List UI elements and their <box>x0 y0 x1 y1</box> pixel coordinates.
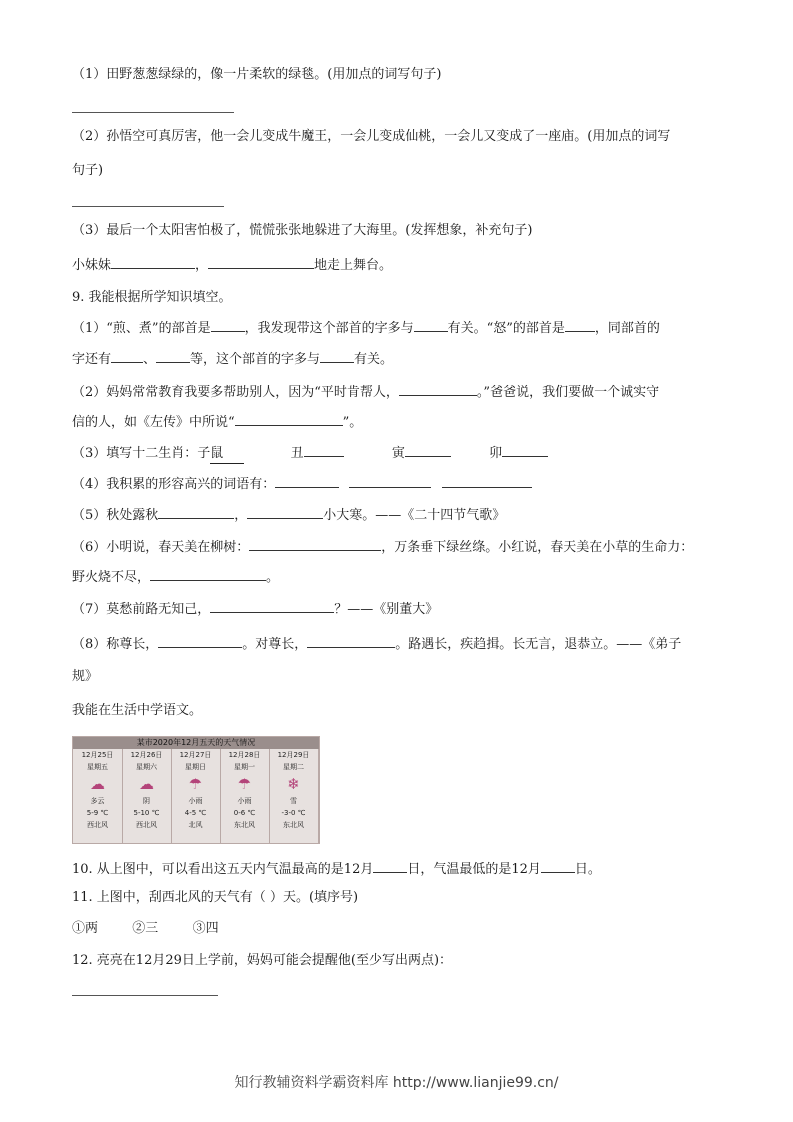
blank[interactable] <box>399 382 477 396</box>
q9-part-6 <box>72 537 693 557</box>
weather-weekday: 星期日 <box>185 763 206 771</box>
q8-item-3-fill <box>72 255 392 275</box>
weather-wind: 西北风 <box>136 821 157 829</box>
rain-icon: ☂ <box>237 775 252 793</box>
answer-line-1[interactable] <box>72 112 234 113</box>
blank[interactable] <box>502 443 548 457</box>
blank[interactable] <box>541 859 575 873</box>
q9-p5-text: （5）秋处露秋 <box>72 508 159 523</box>
q10-text: 日。 <box>574 862 601 877</box>
weather-wind: 东北风 <box>283 821 304 829</box>
q9-p8-text: 。路遇长，疾趋揖。长无言，退恭立。——《弟子 <box>395 637 682 652</box>
q9-p1-text: ，我发现带这个部首的字多与 <box>244 321 414 336</box>
option-2[interactable]: ②三 <box>132 921 159 936</box>
blank[interactable] <box>349 474 431 488</box>
q8-item-1 <box>72 66 441 84</box>
weather-temperature: 4-5 ℃ <box>184 809 207 817</box>
q9-p4-text: （4）我积累的形容高兴的词语有： <box>72 477 276 492</box>
weather-condition: 阴 <box>143 797 150 805</box>
q9-p2-text: 信的人，如《左传》中所说“ <box>72 415 235 430</box>
q9-p1-text: （1）“煎、煮”的部首是 <box>72 321 211 336</box>
weather-temperature: -3-0 ℃ <box>281 809 306 817</box>
weather-table-image <box>72 736 320 844</box>
blank[interactable] <box>158 505 234 519</box>
weather-wind: 东北风 <box>234 821 255 829</box>
zodiac-rat: 鼠 <box>210 445 244 464</box>
option-3[interactable]: ③四 <box>192 921 219 936</box>
blank[interactable] <box>235 412 343 426</box>
q9-p6-text: ，万条垂下绿丝绦。小红说，春天美在小草的生命力： <box>381 540 694 555</box>
q9-p7-text: （7）莫愁前路无知己， <box>72 602 211 617</box>
q9-p7-text: ？——《别董大》 <box>334 602 439 617</box>
zodiac-tiger: 寅 <box>391 446 405 461</box>
q9-p8-text: （8）称尊长， <box>72 637 159 652</box>
blank[interactable] <box>210 599 334 613</box>
weather-date: 12月27日 <box>179 751 212 759</box>
answer-line-2[interactable] <box>72 206 224 207</box>
blank[interactable] <box>211 318 245 332</box>
weather-day-column <box>171 749 221 843</box>
weather-date: 12月26日 <box>130 751 163 759</box>
q9-p5-text: 小大寒。——《二十四节气歌》 <box>323 508 506 523</box>
q8-item-1-text: （1）田野葱葱绿绿的，像一片柔软的绿毯。(用加点的词写句子) <box>72 67 442 82</box>
blank[interactable] <box>304 443 344 457</box>
q8-item-2 <box>72 128 670 146</box>
blank[interactable] <box>158 634 242 648</box>
weather-condition: 小雨 <box>237 797 252 805</box>
q8-item-3-text: （3）最后一个太阳害怕极了，慌慌张张地躲进了大海里。(发挥想象，补充句子) <box>72 223 533 238</box>
q9-part-4 <box>72 474 532 494</box>
q9-p6-text: 。 <box>266 570 280 585</box>
q9-p1-text: 、 <box>143 352 157 367</box>
q8-item-2-text: （2）孙悟空可真厉害，他一会儿变成牛魔王，一会儿变成仙桃，一会儿又变成了一座庙。(用加点的词写 <box>72 129 671 144</box>
weather-weekday: 星期六 <box>136 763 157 771</box>
q10 <box>72 859 601 879</box>
blank[interactable] <box>249 537 381 551</box>
q11-options <box>72 920 219 938</box>
q9-p1-text: 等，这个部首的字多与 <box>190 352 321 367</box>
weather-day-column <box>73 749 123 843</box>
cloud-icon: ☁ <box>90 775 105 793</box>
weather-date: 12月28日 <box>228 751 261 759</box>
q9-part-8-cont <box>72 668 98 686</box>
q9-p1-text: 字还有 <box>72 352 112 367</box>
q8-item-3 <box>72 222 532 240</box>
q9-p2-text: （2）妈妈常常教育我要多帮助别人，因为“平时肯帮人， <box>72 385 399 400</box>
q9-p8-text: 。对尊长， <box>242 637 308 652</box>
weather-wind: 北风 <box>188 821 203 829</box>
fill-sep: ， <box>195 258 209 273</box>
q9-p3-text: （3）填写十二生肖：子 <box>72 446 211 461</box>
section-heading-text: 我能在生活中学语文。 <box>72 703 203 718</box>
q9-part-1 <box>72 318 660 338</box>
answer-line-q12[interactable] <box>72 995 218 996</box>
weather-weekday: 星期五 <box>87 763 108 771</box>
weather-condition: 多云 <box>90 797 105 805</box>
zodiac-ox: 丑 <box>290 446 304 461</box>
weather-day-column <box>269 749 319 843</box>
zodiac-rabbit: 卯 <box>489 446 503 461</box>
blank[interactable] <box>111 349 143 363</box>
weather-day-column <box>122 749 172 843</box>
weather-weekday: 星期一 <box>234 763 255 771</box>
snow-icon: ❄ <box>287 775 300 793</box>
q9-part-8 <box>72 634 681 654</box>
q9-p1-text: 有关。“怒”的部首是 <box>447 321 565 336</box>
blank[interactable] <box>208 255 314 269</box>
q8-item-2-cont <box>72 162 103 180</box>
q9-part-5 <box>72 505 505 525</box>
section-heading <box>72 702 202 720</box>
blank[interactable] <box>565 318 595 332</box>
weather-condition: 小雨 <box>188 797 203 805</box>
blank[interactable] <box>414 318 448 332</box>
q9-p6-text: （6）小明说，春天美在柳树： <box>72 540 250 555</box>
blank[interactable] <box>405 443 451 457</box>
weather-date: 12月25日 <box>81 751 114 759</box>
weather-temperature: 0-6 ℃ <box>233 809 256 817</box>
q9-part-7 <box>72 599 438 619</box>
weather-date: 12月29日 <box>277 751 310 759</box>
q12-text: 12. 亮亮在12月29日上学前，妈妈可能会提醒他(至少写出两点)： <box>72 953 453 968</box>
blank[interactable] <box>442 474 532 488</box>
weather-title: 某市2020年12月五天的天气情况 <box>73 737 319 749</box>
q10-text: 10. 从上图中，可以看出这五天内气温最高的是12月 <box>72 862 374 877</box>
q10-text: 日，气温最低的是12月 <box>407 862 541 877</box>
weather-temperature: 5-9 ℃ <box>86 809 109 817</box>
q9-part-2-cont <box>72 412 362 432</box>
weather-weekday: 星期二 <box>283 763 304 771</box>
weather-day-column <box>220 749 270 843</box>
blank[interactable] <box>373 859 407 873</box>
blank[interactable] <box>307 634 395 648</box>
fill-prefix: 小妹妹 <box>72 258 112 273</box>
fill-suffix: 地走上舞台。 <box>314 258 393 273</box>
q9-part-3 <box>72 443 548 464</box>
blank[interactable] <box>156 349 190 363</box>
option-1[interactable]: ①两 <box>72 921 99 936</box>
q9-title-text: 9. 我能根据所学知识填空。 <box>72 290 232 305</box>
q12 <box>72 952 452 970</box>
q9-title <box>72 289 232 307</box>
q9-part-1-cont <box>72 349 393 369</box>
weather-temperature: 5-10 ℃ <box>133 809 160 817</box>
q9-p6-text: 野火烧不尽， <box>72 570 151 585</box>
q9-p8-text: 规》 <box>72 669 99 684</box>
q9-p2-text: ”。 <box>342 415 363 430</box>
q9-p1-text: ，同部首的 <box>594 321 660 336</box>
q9-part-2 <box>72 382 659 402</box>
blank[interactable] <box>111 255 195 269</box>
blank[interactable] <box>320 349 354 363</box>
rain-icon: ☂ <box>188 775 203 793</box>
blank[interactable] <box>247 505 323 519</box>
q11-text: 11. 上图中，刮西北风的天气有（ ）天。(填序号) <box>72 890 359 905</box>
q11 <box>72 889 358 907</box>
q9-p5-text: ， <box>234 508 248 523</box>
weather-condition: 雪 <box>290 797 297 805</box>
cloud-icon: ☁ <box>139 775 154 793</box>
q9-p1-text: 有关。 <box>354 352 394 367</box>
blank[interactable] <box>275 474 339 488</box>
q8-item-2-text-cont: 句子) <box>72 163 104 178</box>
footer-watermark: 知行教辅资料学霸资料库 http://www.lianjie99.cn/ <box>234 1075 559 1091</box>
q9-part-6-cont <box>72 567 279 587</box>
q9-p2-text: 。”爸爸说，我们要做一个诚实守 <box>476 385 660 400</box>
blank[interactable] <box>150 567 266 581</box>
weather-wind: 西北风 <box>87 821 108 829</box>
